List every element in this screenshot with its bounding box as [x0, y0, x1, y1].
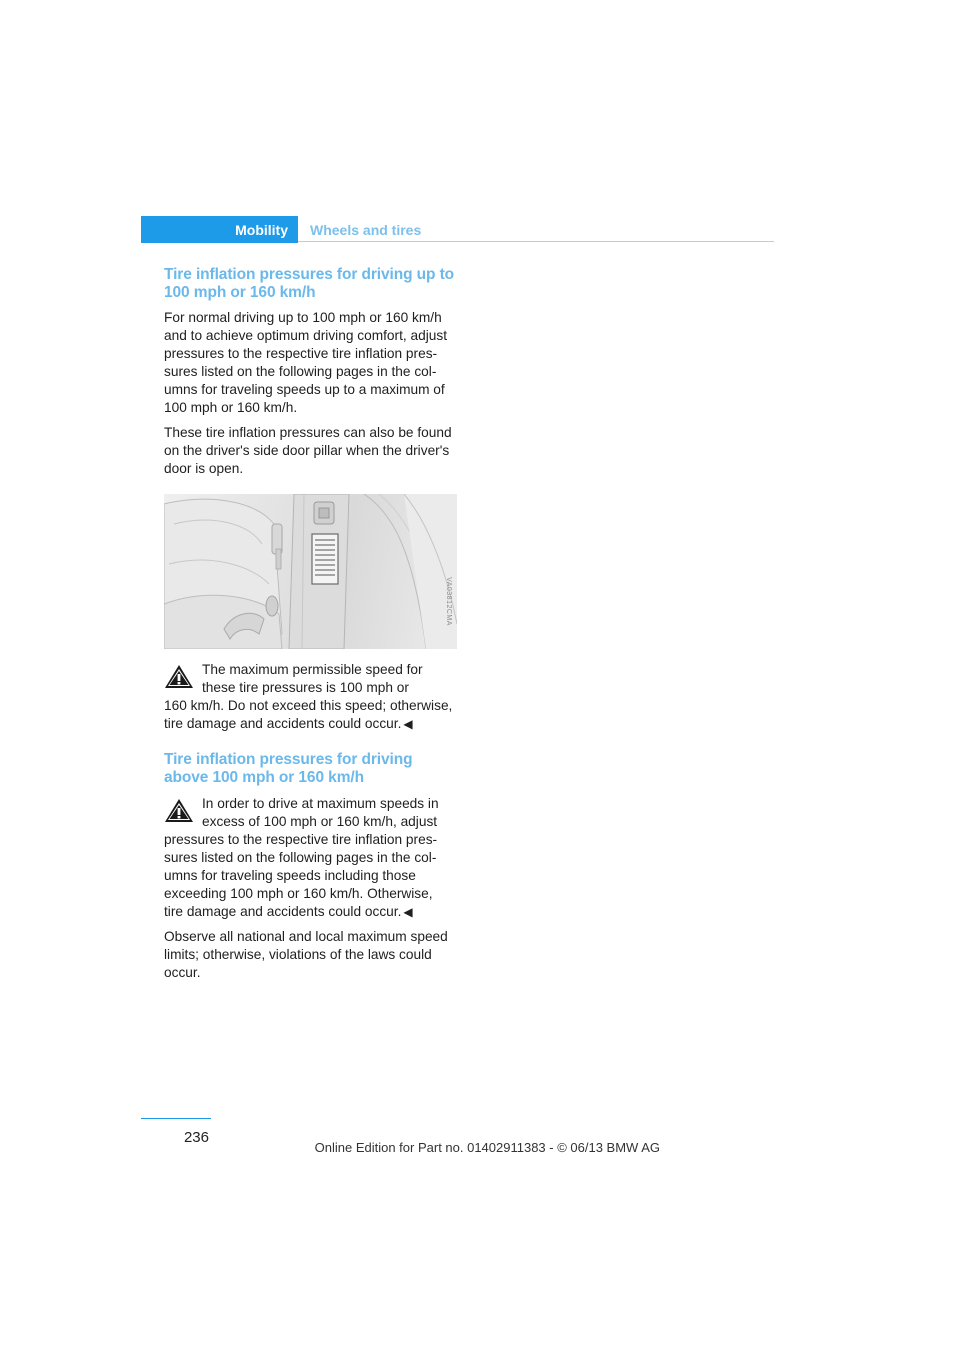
footer-edition: Online Edition for Part no. 01402911383 - © 06/13 BMW AG [314, 1140, 660, 1155]
end-mark: ◀ [403, 717, 413, 731]
section-title: Wheels and tires [310, 221, 422, 238]
figure-id: VA03812CMA [445, 577, 453, 626]
section-heading-1: Tire inflation pressures for driving up to 100 mph or 160 km/h [164, 266, 455, 301]
page-number-text: 236 [183, 1129, 209, 1146]
paragraph-speed-limits: Observe all national and local maximum speed limits; otherwise, violations of the laws could occur. [164, 929, 448, 980]
warning-icon [164, 663, 194, 689]
page-number-rule [141, 1118, 211, 1119]
door-pillar-illustration [164, 494, 457, 649]
end-mark: ◀ [403, 905, 413, 919]
warning-icon [164, 797, 194, 823]
door-pillar-drawing [164, 494, 457, 649]
warning-block-2: In order to drive at maximum speeds in excess of 100 mph or 160 km/h, adjust pressures to the respective tire inflation pres- sures listed on the following pages in the col- umns for traveling speeds including those exceeding 100 mph or 160 km/h. Otherwise, tire damage and accidents could occur. ◀ [164, 796, 439, 919]
page-number [141, 1118, 211, 1146]
chapter-tab: Mobility [141, 216, 298, 243]
main-column [164, 266, 464, 982]
header-divider [298, 241, 774, 242]
paragraph-door-pillar: These tire inflation pressures can also be found on the driver's side door pillar when the driver's door is open. [164, 425, 452, 476]
warning-block-1: The maximum permissible speed for these tire pressures is 100 mph or 160 km/h. Do not exceed this speed; otherwise, tire damage and accidents could occur. ◀ [164, 662, 453, 731]
page-header [141, 216, 774, 243]
section-heading-2: Tire inflation pressures for driving above 100 mph or 160 km/h [164, 751, 413, 786]
paragraph-normal-driving: For normal driving up to 100 mph or 160 km/h and to achieve optimum driving comfort, adjust pressures to the respective tire inflation pres- sures listed on the following pages in the col- umns for traveling speeds up to a maximum of 100 mph or 160 km/h. [164, 310, 448, 415]
